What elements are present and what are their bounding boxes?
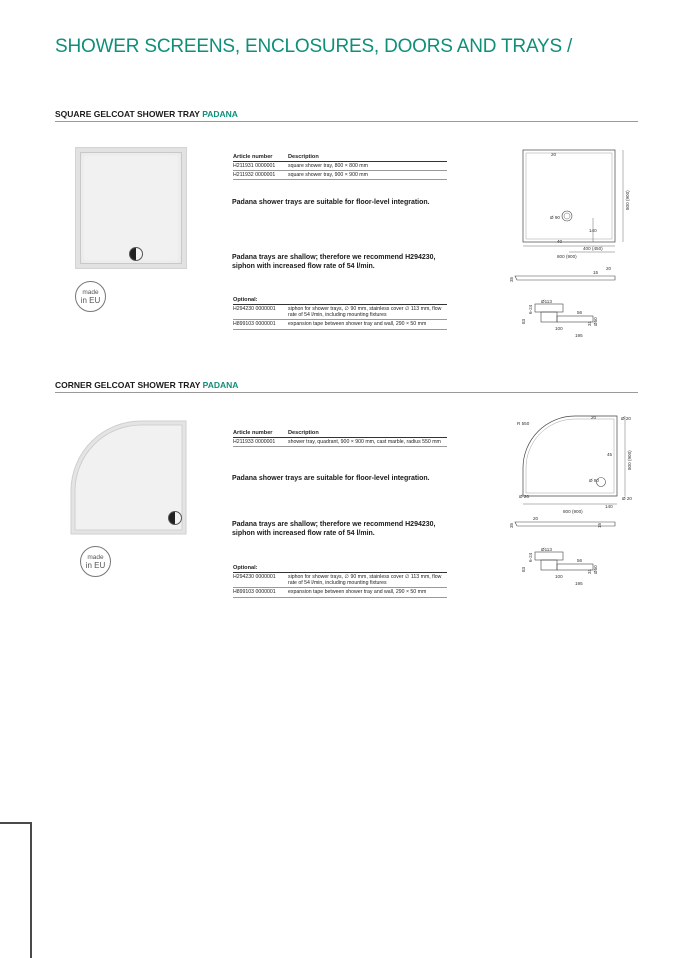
dim-off: 140 — [605, 504, 613, 509]
product-photo-corner-tray — [70, 420, 187, 535]
dim-drain: Ø 90 — [550, 215, 560, 220]
table-header — [233, 430, 447, 438]
brand-name: PADANA — [202, 380, 239, 390]
dim-siphon-b: 83 — [521, 318, 526, 324]
page-edge-marker — [0, 822, 32, 958]
dim-width: 800 (900) — [557, 254, 577, 259]
dim-h1: 40 — [557, 239, 563, 244]
dim-siphon-e: Ø50 — [593, 565, 598, 574]
article-number: H899103 0000001 — [233, 589, 276, 596]
dim-siphon-g: 195 — [575, 333, 583, 338]
product-photo-square-tray — [75, 147, 187, 269]
optional-table-square — [233, 297, 447, 330]
dim-siphon-c: 56 — [577, 310, 583, 315]
dim-side-a: 20 — [533, 516, 539, 521]
page-title: SHOWER SCREENS, ENCLOSURES, DOORS AND TRAYS / — [55, 36, 573, 57]
article-description: shower tray, quadrant, 900 × 900 mm, cast marble, radius 550 mm — [288, 439, 441, 445]
badge-line1: made — [82, 288, 99, 296]
article-description: siphon for shower trays, ∅ 90 mm, stainless cover ∅ 113 mm, flow rate of 54 l/min, including mounting fixtures — [288, 306, 442, 319]
article-description: square shower tray, 900 × 900 mm — [288, 172, 368, 179]
article-description: expansion tape between shower tray and wall, 290 × 50 mm — [288, 589, 427, 596]
col-article-number: Article number — [233, 154, 273, 160]
dim-siphon-c: 56 — [577, 558, 583, 563]
optional-title: Optional: — [233, 297, 447, 305]
note-floor-level: Padana shower trays are suitable for floor-level integration. — [232, 475, 430, 482]
section-divider — [55, 392, 638, 393]
badge-line1: made — [87, 553, 104, 561]
table-row — [233, 305, 447, 320]
article-number: H211932 0000001 — [233, 172, 276, 179]
made-in-eu-badge — [75, 281, 106, 312]
table-row — [233, 171, 447, 180]
dim-r2: 20 — [591, 415, 597, 420]
article-number: H294230 0000001 — [233, 574, 276, 580]
article-number: H294230 0000001 — [233, 306, 276, 312]
dim-r4: Ø 20 — [622, 496, 632, 501]
dim-side-h: 35 — [509, 276, 514, 282]
dim-siphon-d: Ø113 — [541, 299, 552, 304]
dim-height: 800 (900) — [625, 190, 630, 210]
section-title-text: SQUARE GELCOAT SHOWER TRAY — [55, 109, 200, 119]
table-header — [233, 154, 447, 162]
brand-name: PADANA — [202, 109, 238, 119]
article-number: H899103 0000001 — [233, 321, 276, 328]
dim-siphon-d: Ø113 — [541, 547, 552, 552]
optional-title: Optional: — [233, 565, 447, 573]
dim-siphon-d2: 31 — [587, 568, 592, 574]
dim-siphon-g: 195 — [575, 581, 583, 586]
badge-line2: in EU — [80, 295, 101, 305]
col-article-number: Article number — [233, 430, 273, 436]
article-table-square — [233, 154, 447, 180]
col-description: Description — [288, 154, 319, 160]
dim-siphon-d2: 31 — [587, 320, 592, 326]
table-row — [233, 438, 447, 447]
dim-off: 140 — [589, 228, 597, 233]
table-row — [233, 588, 447, 597]
section-title-text: CORNER GELCOAT SHOWER TRAY — [55, 380, 201, 390]
dim-half: 400 (450) — [583, 246, 603, 251]
section-title-corner — [55, 380, 238, 390]
table-row — [233, 573, 447, 588]
dim-side-a: 15 — [593, 270, 599, 275]
article-number: H211933 0000001 — [233, 439, 276, 445]
dim-r: 20 — [551, 152, 557, 157]
dim-height: 800 (900) — [627, 450, 632, 470]
dim-width: 800 (900) — [563, 509, 583, 514]
section-divider — [55, 121, 638, 122]
tray-surface — [80, 152, 182, 264]
note-floor-level: Padana shower trays are suitable for floor-level integration. — [232, 199, 430, 206]
article-description: siphon for shower trays, ∅ 90 mm, stainless cover ∅ 113 mm, flow rate of 54 l/min, including mounting fixtures — [288, 574, 442, 587]
dim-siphon-b: 83 — [521, 566, 526, 572]
dim-side-b: 15 — [597, 522, 602, 528]
section-title-square — [55, 109, 238, 119]
dim-side-b: 20 — [606, 266, 612, 271]
article-number: H211931 0000001 — [233, 163, 276, 169]
technical-drawing-square — [505, 146, 635, 346]
article-description: square shower tray, 800 × 800 mm — [288, 163, 368, 169]
dim-siphon-e: Ø50 — [593, 317, 598, 326]
optional-table-corner — [233, 565, 447, 598]
table-row — [233, 162, 447, 171]
note-siphon-recommendation: Padana trays are shallow; therefore we recommend H294230, siphon with increased flow rate of 54 l/min. — [232, 254, 436, 270]
dim-drain: Ø 90 — [589, 478, 599, 483]
made-in-eu-badge — [80, 546, 111, 577]
table-row — [233, 320, 447, 329]
drain-icon — [129, 247, 143, 261]
dim-radius: R 550 — [517, 421, 530, 426]
dim-h: 45 — [607, 452, 613, 457]
article-description: expansion tape between shower tray and wall, 290 × 50 mm — [288, 321, 427, 328]
drain-icon — [168, 511, 182, 525]
badge-line2: in EU — [85, 560, 106, 570]
article-table-corner — [233, 430, 447, 447]
dim-siphon-a: 6-24 — [528, 552, 533, 562]
dim-r3: Ø 26 — [519, 494, 529, 499]
dim-side-h: 35 — [509, 522, 514, 528]
technical-drawing-corner — [505, 412, 635, 612]
note-siphon-recommendation: Padana trays are shallow; therefore we recommend H294230, siphon with increased flow rate of 54 l/min. — [232, 521, 436, 537]
dim-siphon-f: 100 — [555, 326, 563, 331]
dim-siphon-f: 100 — [555, 574, 563, 579]
dim-siphon-a: 6-24 — [528, 304, 533, 314]
col-description: Description — [288, 430, 319, 436]
dim-r1: Ø 20 — [621, 416, 631, 421]
